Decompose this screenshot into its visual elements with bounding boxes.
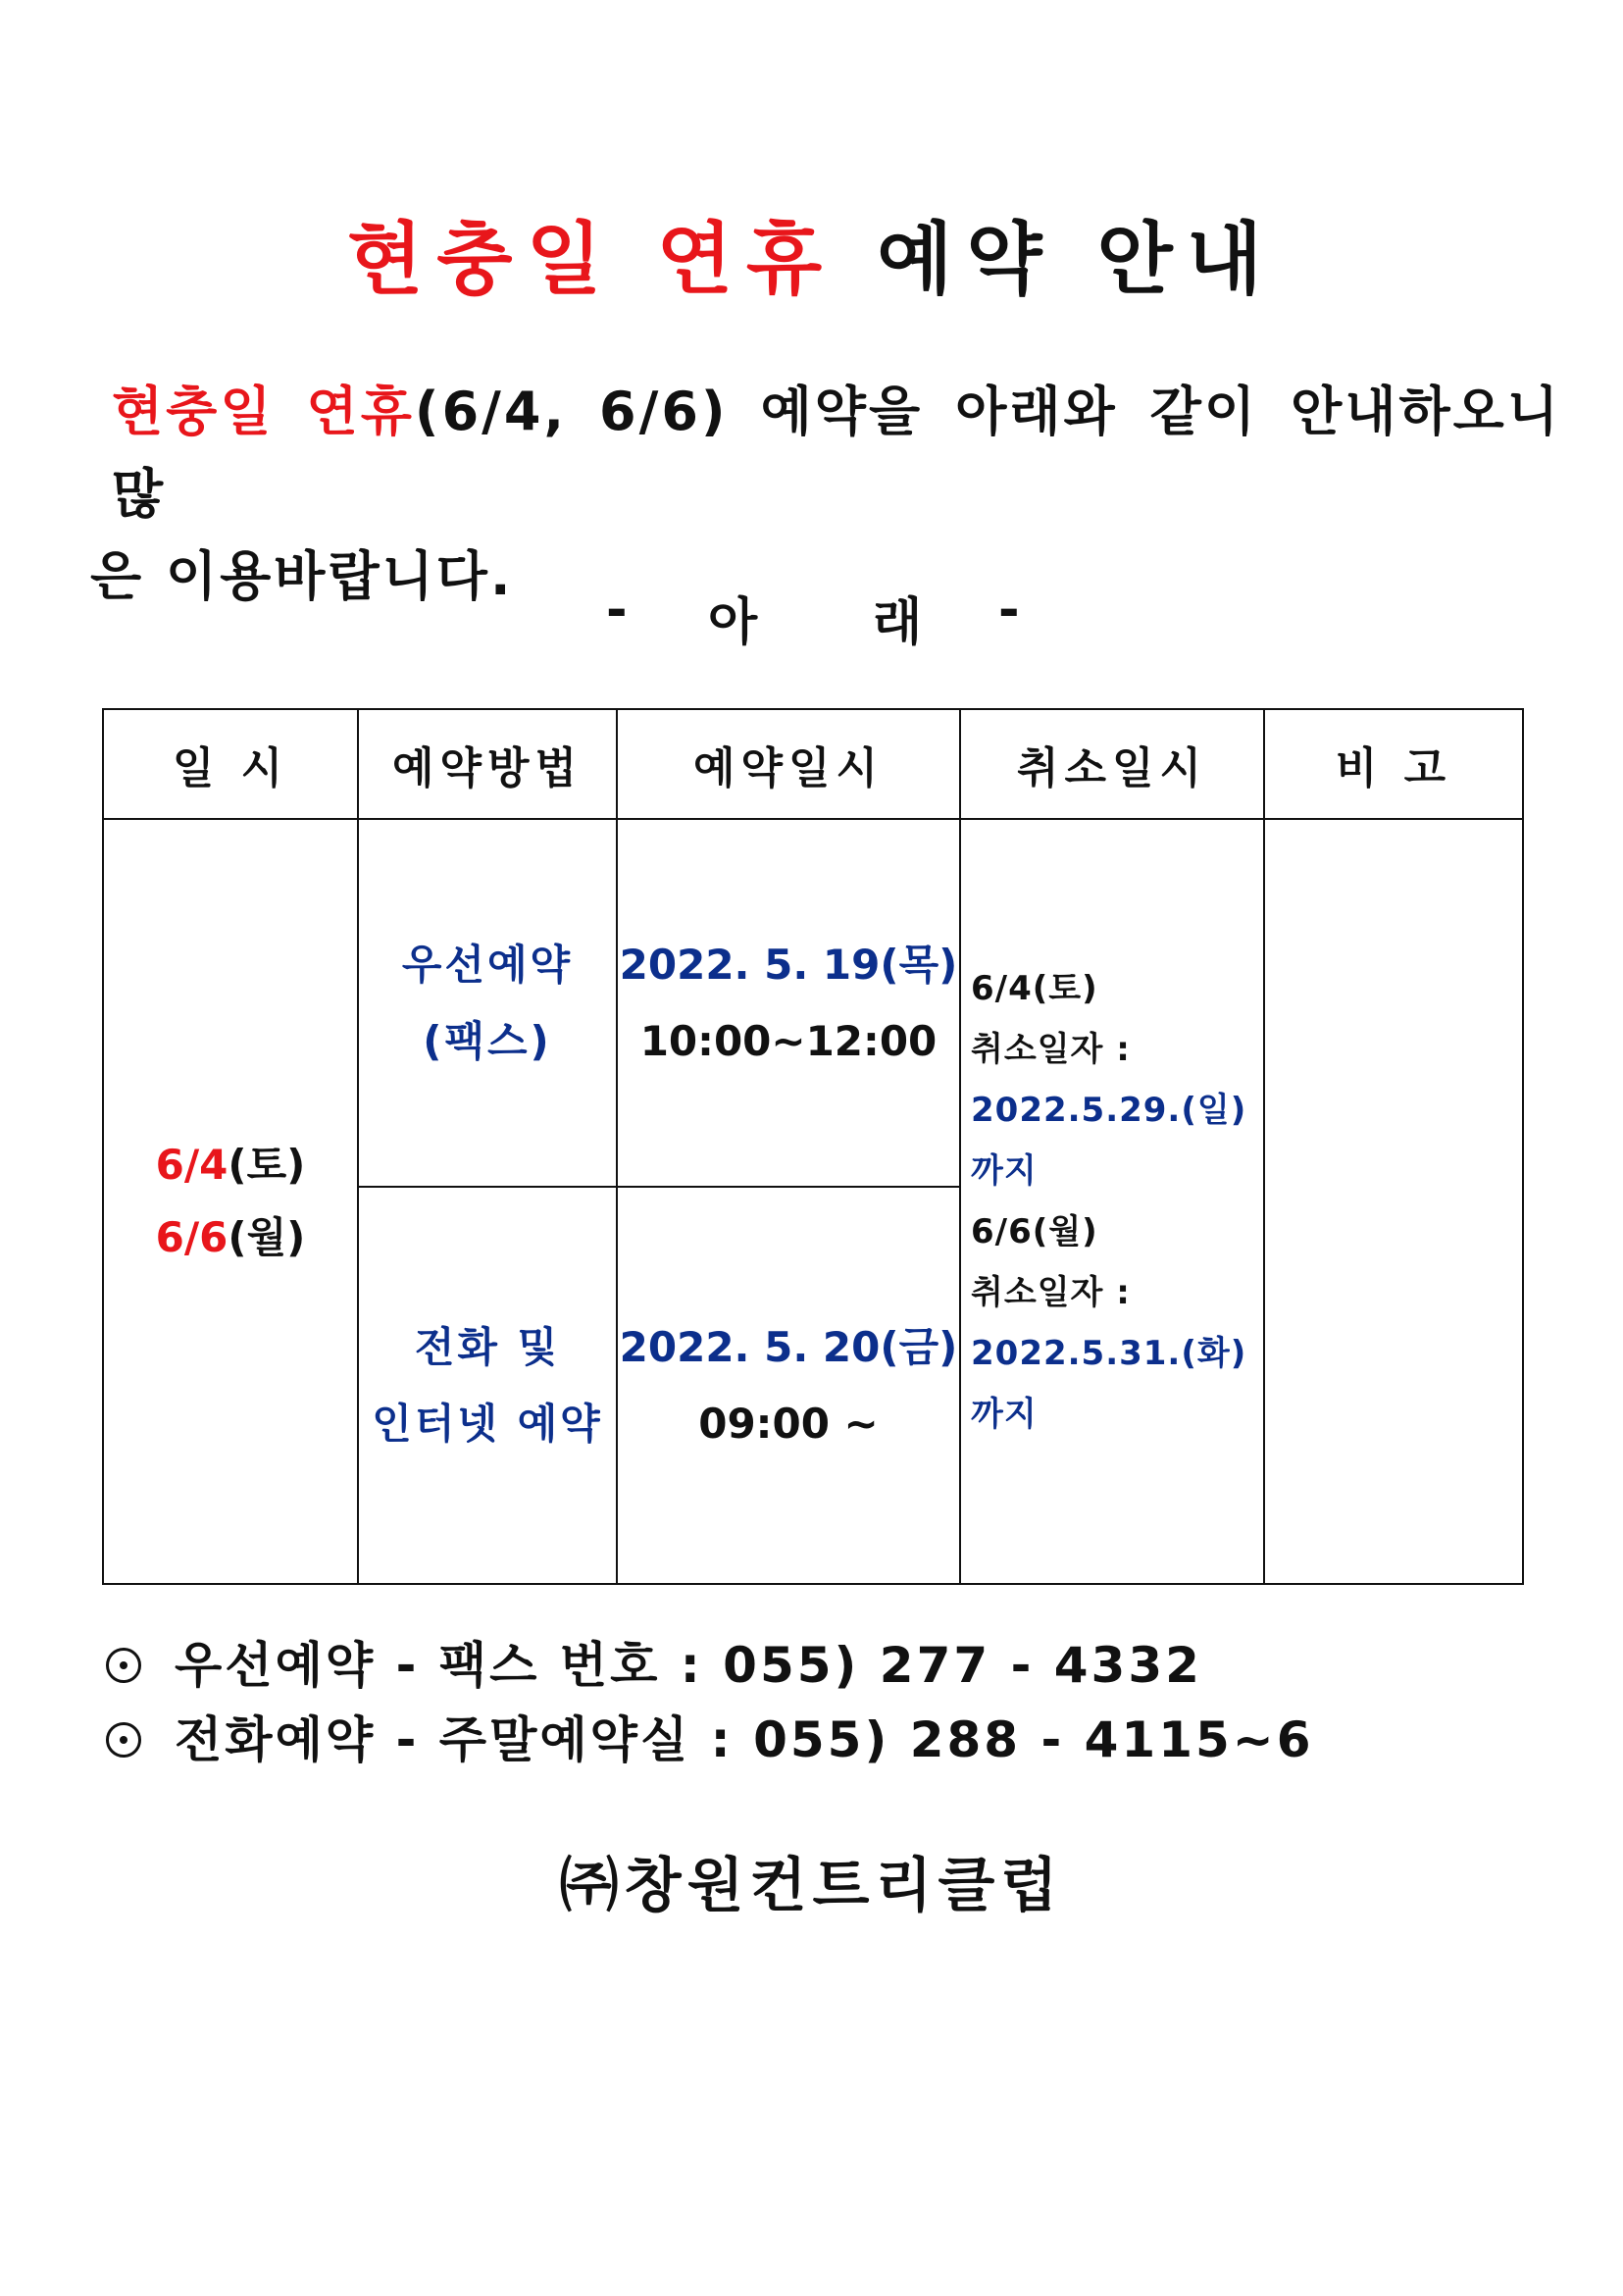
contact-phone-text: 전화예약 - 주말예약실 : 055) 288 - 4115~6	[175, 1711, 1314, 1768]
table-header-row	[103, 709, 1523, 819]
method-phone-line-1: 전화 및	[414, 1322, 561, 1371]
method-cell-fax	[358, 819, 617, 1187]
cancel-block-2	[971, 1201, 1263, 1445]
header-reserve-time: 예약일시	[617, 709, 960, 819]
below-char-1: 아	[708, 593, 758, 652]
cancel-date-1: 6/4(토)	[971, 969, 1098, 1008]
reserve-hours-phone: 09:00 ~	[698, 1399, 879, 1448]
table-row	[103, 819, 1523, 1187]
below-dash-right: -	[998, 581, 1020, 639]
cancel-deadline-1: 2022.5.29.(일)까지	[971, 1091, 1247, 1191]
below-char-2: 래	[873, 593, 923, 652]
reserve-date-fax: 2022. 5. 19(목)	[619, 940, 958, 989]
cancel-block-1	[971, 958, 1263, 1201]
holiday-dates-cell	[103, 819, 358, 1584]
reserve-time-cell-fax	[617, 819, 960, 1187]
header-date: 일 시	[103, 709, 358, 819]
title-red-part: 현충일 연휴	[346, 214, 837, 305]
intro-line-1-rest: (6/4, 6/6) 예약을 아래와 같이 안내하오니 많	[112, 381, 1561, 525]
intro-line-2: 은 이용바랍니다.	[90, 545, 514, 607]
cancel-label-1: 취소일자 :	[971, 1030, 1131, 1069]
reservation-table	[102, 708, 1524, 1585]
reserve-date-phone: 2022. 5. 20(금)	[619, 1322, 958, 1371]
holiday-date-1: 6/4(토)	[155, 1141, 306, 1189]
contact-list	[106, 1628, 1314, 1777]
cancel-label-2: 취소일자 :	[971, 1273, 1131, 1312]
intro-line-1	[90, 371, 1561, 536]
note-cell	[1264, 819, 1523, 1584]
below-heading	[0, 581, 1623, 652]
circle-dot-icon	[106, 1648, 141, 1683]
header-note: 비 고	[1264, 709, 1523, 819]
header-method: 예약방법	[358, 709, 617, 819]
below-dash-left: -	[606, 581, 628, 639]
reserve-hours-fax: 10:00~12:00	[639, 1016, 938, 1065]
reserve-time-cell-phone	[617, 1187, 960, 1584]
page-title	[0, 196, 1623, 309]
method-phone-line-2: 인터넷 예약	[372, 1399, 603, 1448]
contact-fax	[106, 1628, 1314, 1703]
cancel-cell	[960, 819, 1264, 1584]
circle-dot-icon	[106, 1722, 141, 1758]
cancel-date-2: 6/6(월)	[971, 1212, 1098, 1251]
cancel-deadline-2: 2022.5.31.(화)까지	[971, 1334, 1247, 1434]
method-cell-phone	[358, 1187, 617, 1584]
method-fax-line-1: 우선예약	[401, 940, 574, 989]
intro-red-text: 현충일 연휴	[112, 381, 415, 442]
company-name: ㈜창원컨트리클럽	[559, 1852, 1064, 1920]
header-cancel-time: 취소일시	[960, 709, 1264, 819]
method-fax-line-2: (팩스)	[423, 1016, 552, 1065]
title-black-part: 예약 안내	[836, 214, 1277, 305]
contact-fax-text: 우선예약 - 팩스 번호 : 055) 277 - 4332	[175, 1637, 1202, 1694]
contact-phone	[106, 1703, 1314, 1777]
holiday-date-2: 6/6(월)	[155, 1213, 306, 1261]
